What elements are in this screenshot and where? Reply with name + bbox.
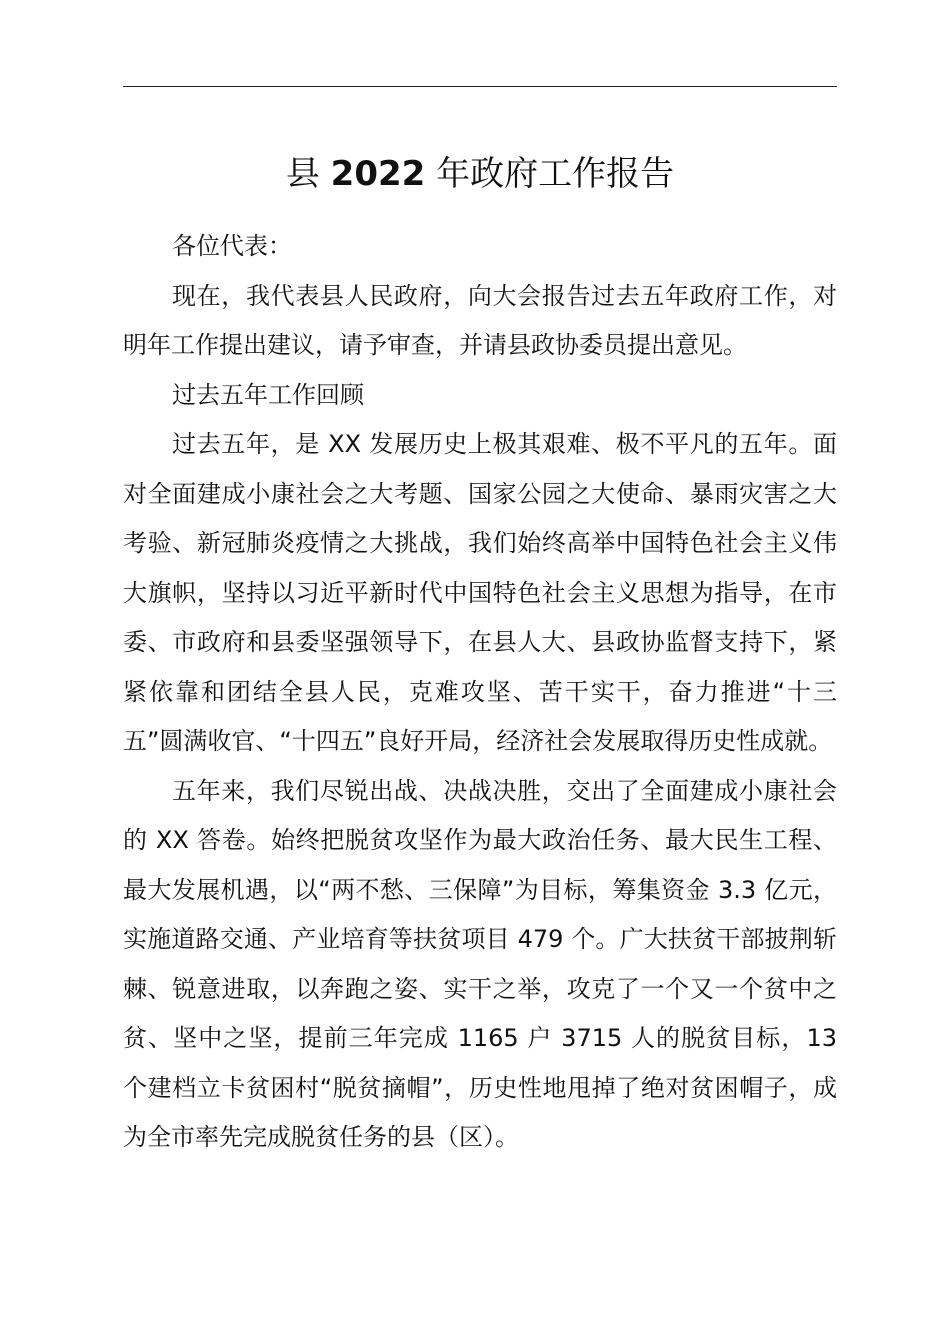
section-heading: 过去五年工作回顾 bbox=[172, 380, 364, 409]
document-title bbox=[123, 146, 837, 202]
review-paragraph: 过去五年，是 XX 发展历史上极其艰难、极不平凡的五年。面对全面建成小康社会之大考题、国家公园之大使命、暴雨灾害之大考验、新冠肺炎疫情之大挑战，我们始终高举中国特色社会主义伟大旗帜，坚持以习近平新时代中国特色社会主义思想为指导，在市委、市政府和县委坚强领导下，在县人大、县政协监督支持下，紧紧依靠和团结全县人民，克难攻坚、苦干实干，奋力推进“十三五”圆满收官、“十四五”良好开局，经济社会发展取得历史性成就。 bbox=[123, 430, 837, 755]
opening-paragraph: 现在，我代表县人民政府，向大会报告过去五年政府工作，对明年工作提出建议，请予审查，并请县政协委员提出意见。 bbox=[123, 281, 837, 359]
header-rule bbox=[123, 86, 837, 87]
document-body bbox=[123, 222, 837, 1163]
title-prefix: 县 bbox=[285, 154, 320, 194]
title-year: 2022 bbox=[330, 154, 426, 194]
poverty-paragraph: 五年来，我们尽锐出战、决战决胜，交出了全面建成小康社会的 XX 答卷。始终把脱贫攻坚作为最大政治任务、最大民生工程、最大发展机遇，以“两不愁、三保障”为目标，筹集资金 3.3 亿元，实施道路交通、产业培育等扶贫项目 479 个。广大扶贫干部披荆斩棘、锐意进取，以奔跑之姿、实干之举，攻克了一个又一个贫中之贫、坚中之坚，提前三年完成 1165 户 3715 人的脱贫目标，13 个建档立卡贫困村“脱贫摘帽”，历史性地甩掉了绝对贫困帽子，成为全市率先完成脱贫任务的县（区）。 bbox=[123, 776, 837, 1151]
salutation: 各位代表： bbox=[172, 232, 292, 260]
title-suffix: 年政府工作报告 bbox=[436, 154, 675, 194]
